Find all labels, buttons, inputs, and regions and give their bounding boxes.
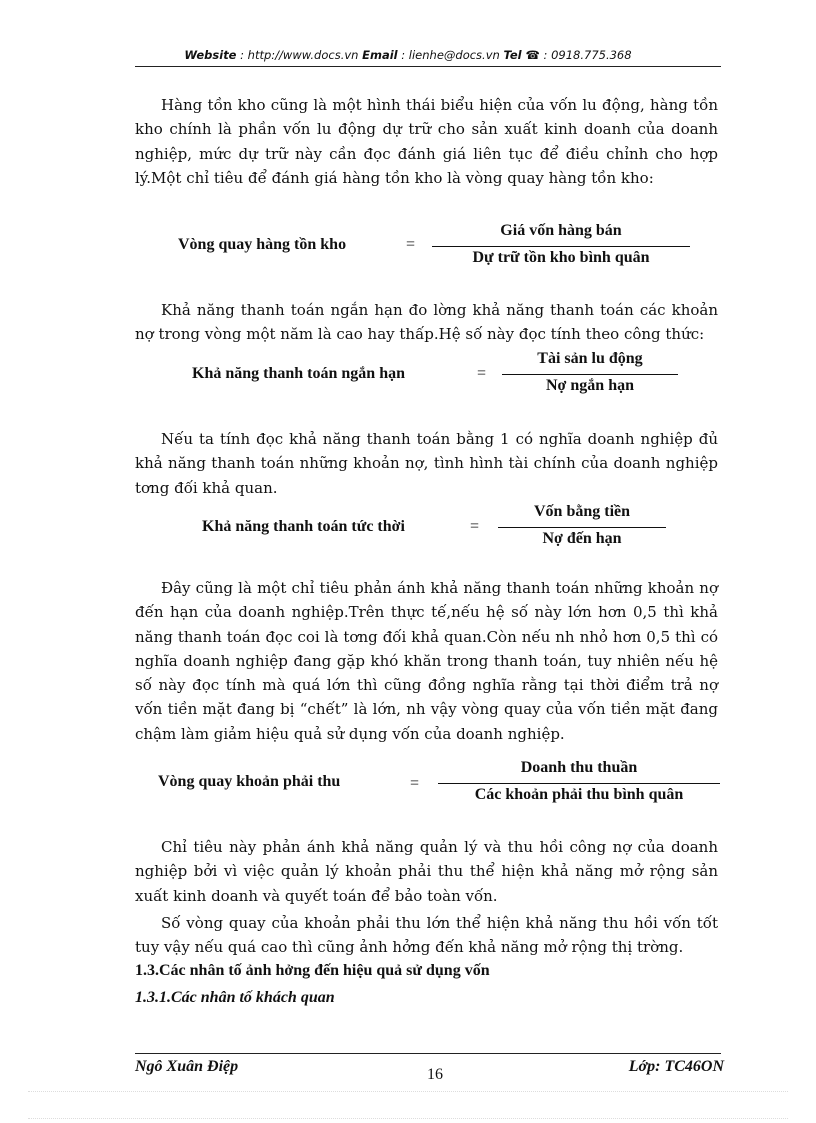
paragraph-receivables-speed: Số vòng quay của khoản phải thu lớn thể hiện khả năng thu hồi vốn tốt tuy vậy nếu quá cao thì cũng ảnh hởng đến khả năng mở rộng thị trờng. bbox=[135, 914, 718, 957]
formula-numerator: Doanh thu thuần bbox=[520, 759, 638, 776]
website-label: Website bbox=[184, 48, 237, 62]
fraction-bar bbox=[498, 527, 666, 528]
formula-equals: = bbox=[406, 236, 416, 253]
formula-equals: = bbox=[470, 518, 480, 535]
fraction-bar bbox=[502, 374, 678, 375]
formula-lhs: Vòng quay khoản phải thu bbox=[158, 773, 341, 790]
paragraph-inventory: Hàng tồn kho cũng là một hình thái biểu hiện của vốn lu động, hàng tồn kho chính là phần vốn lu động dự trữ cho sản xuất kinh doanh của doanh nghiệp, mức dự trữ này cần đọc đánh giá liên tục để điều chỉnh cho hợp lý.Một chỉ tiêu để đánh giá hàng tồn kho là vòng quay hàng tồn kho: bbox=[135, 96, 718, 187]
email-label: Email bbox=[362, 48, 398, 62]
page-header bbox=[0, 48, 816, 62]
formula-denominator: Dự trữ tồn kho bình quân bbox=[472, 249, 650, 266]
tel-label: Tel ☎ bbox=[503, 48, 540, 62]
formula-numerator: Tài sản lu động bbox=[537, 350, 643, 367]
paragraph-instant-liquidity: Đây cũng là một chỉ tiêu phản ánh khả năng thanh toán những khoản nợ đến hạn của doanh nghiệp.Trên thực tế,nếu hệ số này lớn hơn 0,5 thì khả năng thanh toán đọc coi là tơng đối khả quan.Còn nếu nh nhỏ hơn 0,5 thì có nghĩa doanh nghiệp đang gặp khó khăn trong thanh toán, tuy nhiên nếu hệ số này đọc tính mà quá lớn thì cũng đồng nghĩa rằng tại thời điểm trả nợ vốn tiền mặt đang bị “chết” là lớn, nh vậy vòng quay của vốn tiền mặt đang chậm làm giảm hiệu quả sử dụng vốn của doanh nghiệp. bbox=[135, 579, 718, 743]
paragraph-short-term-liquidity: Khả năng thanh toán ngắn hạn đo lờng khả năng thanh toán các khoản nợ trong vòng một năm là cao hay thấp.Hệ số này đọc tính theo công thức: bbox=[135, 301, 718, 344]
formula-denominator: Các khoản phải thu bình quân bbox=[474, 786, 684, 803]
paragraph-ratio-one: Nếu ta tính đọc khả năng thanh toán bằng 1 có nghĩa doanh nghiệp đủ khả năng thanh toán những khoản nợ, tình hình tài chính của doanh nghiệp tơng đối khả quan. bbox=[135, 430, 718, 497]
subsection-heading: 1.3.1.Các nhân tố khách quan bbox=[135, 989, 335, 1006]
bottom-dotted-rule bbox=[28, 1118, 788, 1119]
formula-denominator: Nợ ngắn hạn bbox=[545, 377, 634, 394]
footer-author: Ngô Xuân Điệp bbox=[135, 1058, 239, 1075]
formula-numerator: Vốn bằng tiền bbox=[533, 503, 631, 520]
formula-numerator: Giá vốn hàng bán bbox=[500, 222, 622, 239]
fraction-bar bbox=[438, 783, 720, 784]
section-heading: 1.3.Các nhân tố ảnh hởng đến hiệu quả sử dụng vốn bbox=[135, 962, 490, 979]
formula-lhs: Khả năng thanh toán tức thời bbox=[202, 518, 405, 535]
formula-equals: = bbox=[410, 775, 420, 792]
footer-rule bbox=[135, 1053, 721, 1054]
footer-class: Lớp: TC46ON bbox=[628, 1058, 724, 1075]
page-number: 16 bbox=[427, 1066, 443, 1083]
header-rule bbox=[135, 66, 721, 67]
fraction-bar bbox=[432, 246, 690, 247]
website-value: : http://www.docs.vn bbox=[236, 48, 363, 62]
email-value: : lienhe@docs.vn bbox=[397, 48, 504, 62]
paragraph-receivables-meaning: Chỉ tiêu này phản ánh khả năng quản lý và thu hồi công nợ của doanh nghiệp bởi vì việc quản lý khoản phải thu thể hiện khả năng mở rộng sản xuất kinh doanh và quyết toán để bảo toàn vốn. bbox=[135, 838, 718, 905]
formula-equals: = bbox=[477, 365, 487, 382]
formula-denominator: Nợ đến hạn bbox=[542, 530, 622, 547]
formula-lhs: Khả năng thanh toán ngắn hạn bbox=[192, 365, 405, 382]
tel-value: : 0918.775.368 bbox=[539, 48, 632, 62]
bottom-dotted-rule bbox=[28, 1091, 788, 1092]
formula-lhs: Vòng quay hàng tồn kho bbox=[178, 236, 347, 253]
